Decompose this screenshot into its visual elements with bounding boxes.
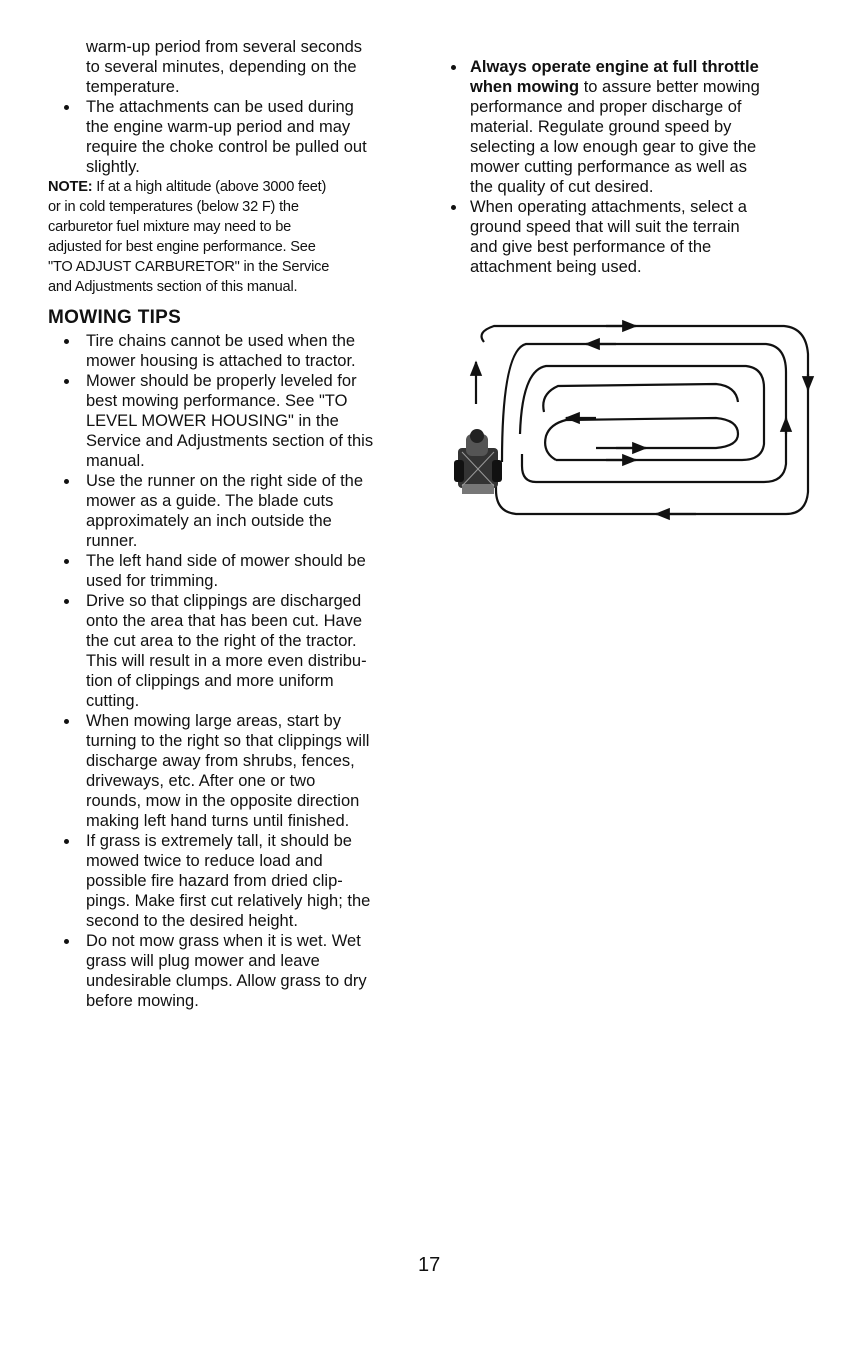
tip-item: [48, 471, 428, 551]
tip-line: tion of clippings and more uniform: [86, 672, 334, 690]
right-bullet-list: [448, 57, 828, 277]
tip-item: [48, 931, 428, 1011]
throttle-mixed-line: [470, 77, 828, 97]
tip-line: used for trimming.: [86, 572, 219, 590]
tip-line: Tire chains cannot be used when the: [86, 332, 356, 350]
tip-line: Mower should be properly leveled for: [86, 372, 357, 390]
spiral-mowing-pattern: [476, 326, 808, 514]
tip-line: onto the area that has been cut. Have: [86, 612, 363, 630]
tip-line: When mowing large areas, start by: [86, 712, 341, 730]
intro-line: warm-up period from several seconds: [86, 38, 363, 56]
tip-line: rounds, mow in the opposite direction: [86, 792, 360, 810]
mowing-pattern-diagram: [446, 314, 818, 524]
attachment-line: and give best performance of the: [470, 238, 712, 256]
attachments-bullet-list: [48, 97, 428, 177]
tip-line: making left hand turns until finished.: [86, 812, 350, 830]
tip-line: before mowing.: [86, 992, 199, 1010]
tip-line: undesirable clumps. Allow grass to dry: [86, 972, 367, 990]
tip-line: approximately an inch outside the: [86, 512, 332, 530]
tip-line: pings. Make first cut relatively high; the: [86, 892, 371, 910]
note-line: or in cold temperatures (below 32 F) the: [48, 199, 299, 215]
page-number: 17: [418, 1254, 441, 1276]
throttle-bullet: [448, 57, 828, 197]
tip-line: mowed twice to reduce load and: [86, 852, 323, 870]
note-line: carburetor fuel mixture may need to be: [48, 219, 292, 235]
tip-line: Use the runner on the right side of the: [86, 472, 364, 490]
bullet-line: The attachments can be used during: [86, 98, 354, 116]
tip-line: The left hand side of mower should be: [86, 552, 366, 570]
inner-loop: [545, 418, 738, 460]
tip-line: runner.: [86, 532, 138, 550]
throttle-line: material. Regulate ground speed by: [470, 118, 732, 136]
attachments-bullet: [48, 97, 428, 177]
tip-line: grass will plug mower and leave: [86, 952, 320, 970]
tip-line: second to the desired height.: [86, 912, 298, 930]
tip-line: Service and Adjustments section of this: [86, 432, 374, 450]
tip-line: possible fire hazard from dried clip-: [86, 872, 343, 890]
tip-line: Do not mow grass when it is wet. Wet: [86, 932, 361, 950]
note-line: adjusted for best engine performance. See: [48, 239, 316, 255]
tip-item: [48, 831, 428, 931]
tip-line: best mowing performance. See "TO: [86, 392, 348, 410]
bullet-line: the engine warm-up period and may: [86, 118, 351, 136]
right-column: [448, 0, 828, 277]
tip-item: [48, 711, 428, 831]
tip-item: [48, 331, 428, 371]
section-title: MOWING TIPS: [48, 307, 182, 328]
left-column: [48, 0, 428, 1011]
note-line: and Adjustments section of this manual.: [48, 279, 298, 295]
bullet-line: require the choke control be pulled out: [86, 138, 367, 156]
second-loop: [502, 344, 786, 482]
tip-line: the cut area to the right of the tractor.: [86, 632, 357, 650]
tip-line: mower as a guide. The blade cuts: [86, 492, 334, 510]
note-label: NOTE:: [48, 179, 93, 195]
tip-line: cutting.: [86, 692, 140, 710]
intro-line: temperature.: [86, 78, 180, 96]
bullet-line: slightly.: [86, 158, 140, 176]
note-text: If at a high altitude (above 3000 feet): [96, 179, 327, 195]
tip-line: mower housing is attached to tractor.: [86, 352, 356, 370]
lawn-tractor-icon: [454, 429, 502, 494]
throttle-line: mower cutting performance as well as: [470, 158, 747, 176]
throttle-line: selecting a low enough gear to give the: [470, 138, 757, 156]
note-line: "TO ADJUST CARBURETOR" in the Service: [48, 259, 330, 275]
throttle-text: to assure better mowing: [583, 78, 760, 96]
tip-line: discharge away from shrubs, fences,: [86, 752, 355, 770]
throttle-line: performance and proper discharge of: [470, 98, 742, 116]
throttle-bold-line: Always operate engine at full throttle: [470, 58, 759, 76]
tip-line: If grass is extremely tall, it should be: [86, 832, 352, 850]
tip-line: Drive so that clippings are discharged: [86, 592, 362, 610]
tip-line: manual.: [86, 452, 145, 470]
tip-line: driveways, etc. After one or two: [86, 772, 316, 790]
tip-item: [48, 551, 428, 591]
note-first-line: [48, 177, 428, 197]
mowing-tips-list: [48, 331, 428, 1011]
tip-line: turning to the right so that clippings will: [86, 732, 370, 750]
inner-core: [543, 384, 738, 412]
throttle-bold-phrase: when mowing: [470, 78, 580, 96]
throttle-line: the quality of cut desired.: [470, 178, 654, 196]
tip-item: [48, 371, 428, 471]
attachment-speed-bullet: [448, 197, 828, 277]
intro-line: to several minutes, depending on the: [86, 58, 357, 76]
attachment-line: attachment being used.: [470, 258, 642, 276]
altitude-note: [48, 177, 428, 297]
tip-line: This will result in a more even distribu-: [86, 652, 367, 670]
tip-line: LEVEL MOWER HOUSING" in the: [86, 412, 339, 430]
attachment-line: When operating attachments, select a: [470, 198, 747, 216]
intro-text: [48, 37, 428, 97]
tip-item: [48, 591, 428, 711]
attachment-line: ground speed that will suit the terrain: [470, 218, 740, 236]
